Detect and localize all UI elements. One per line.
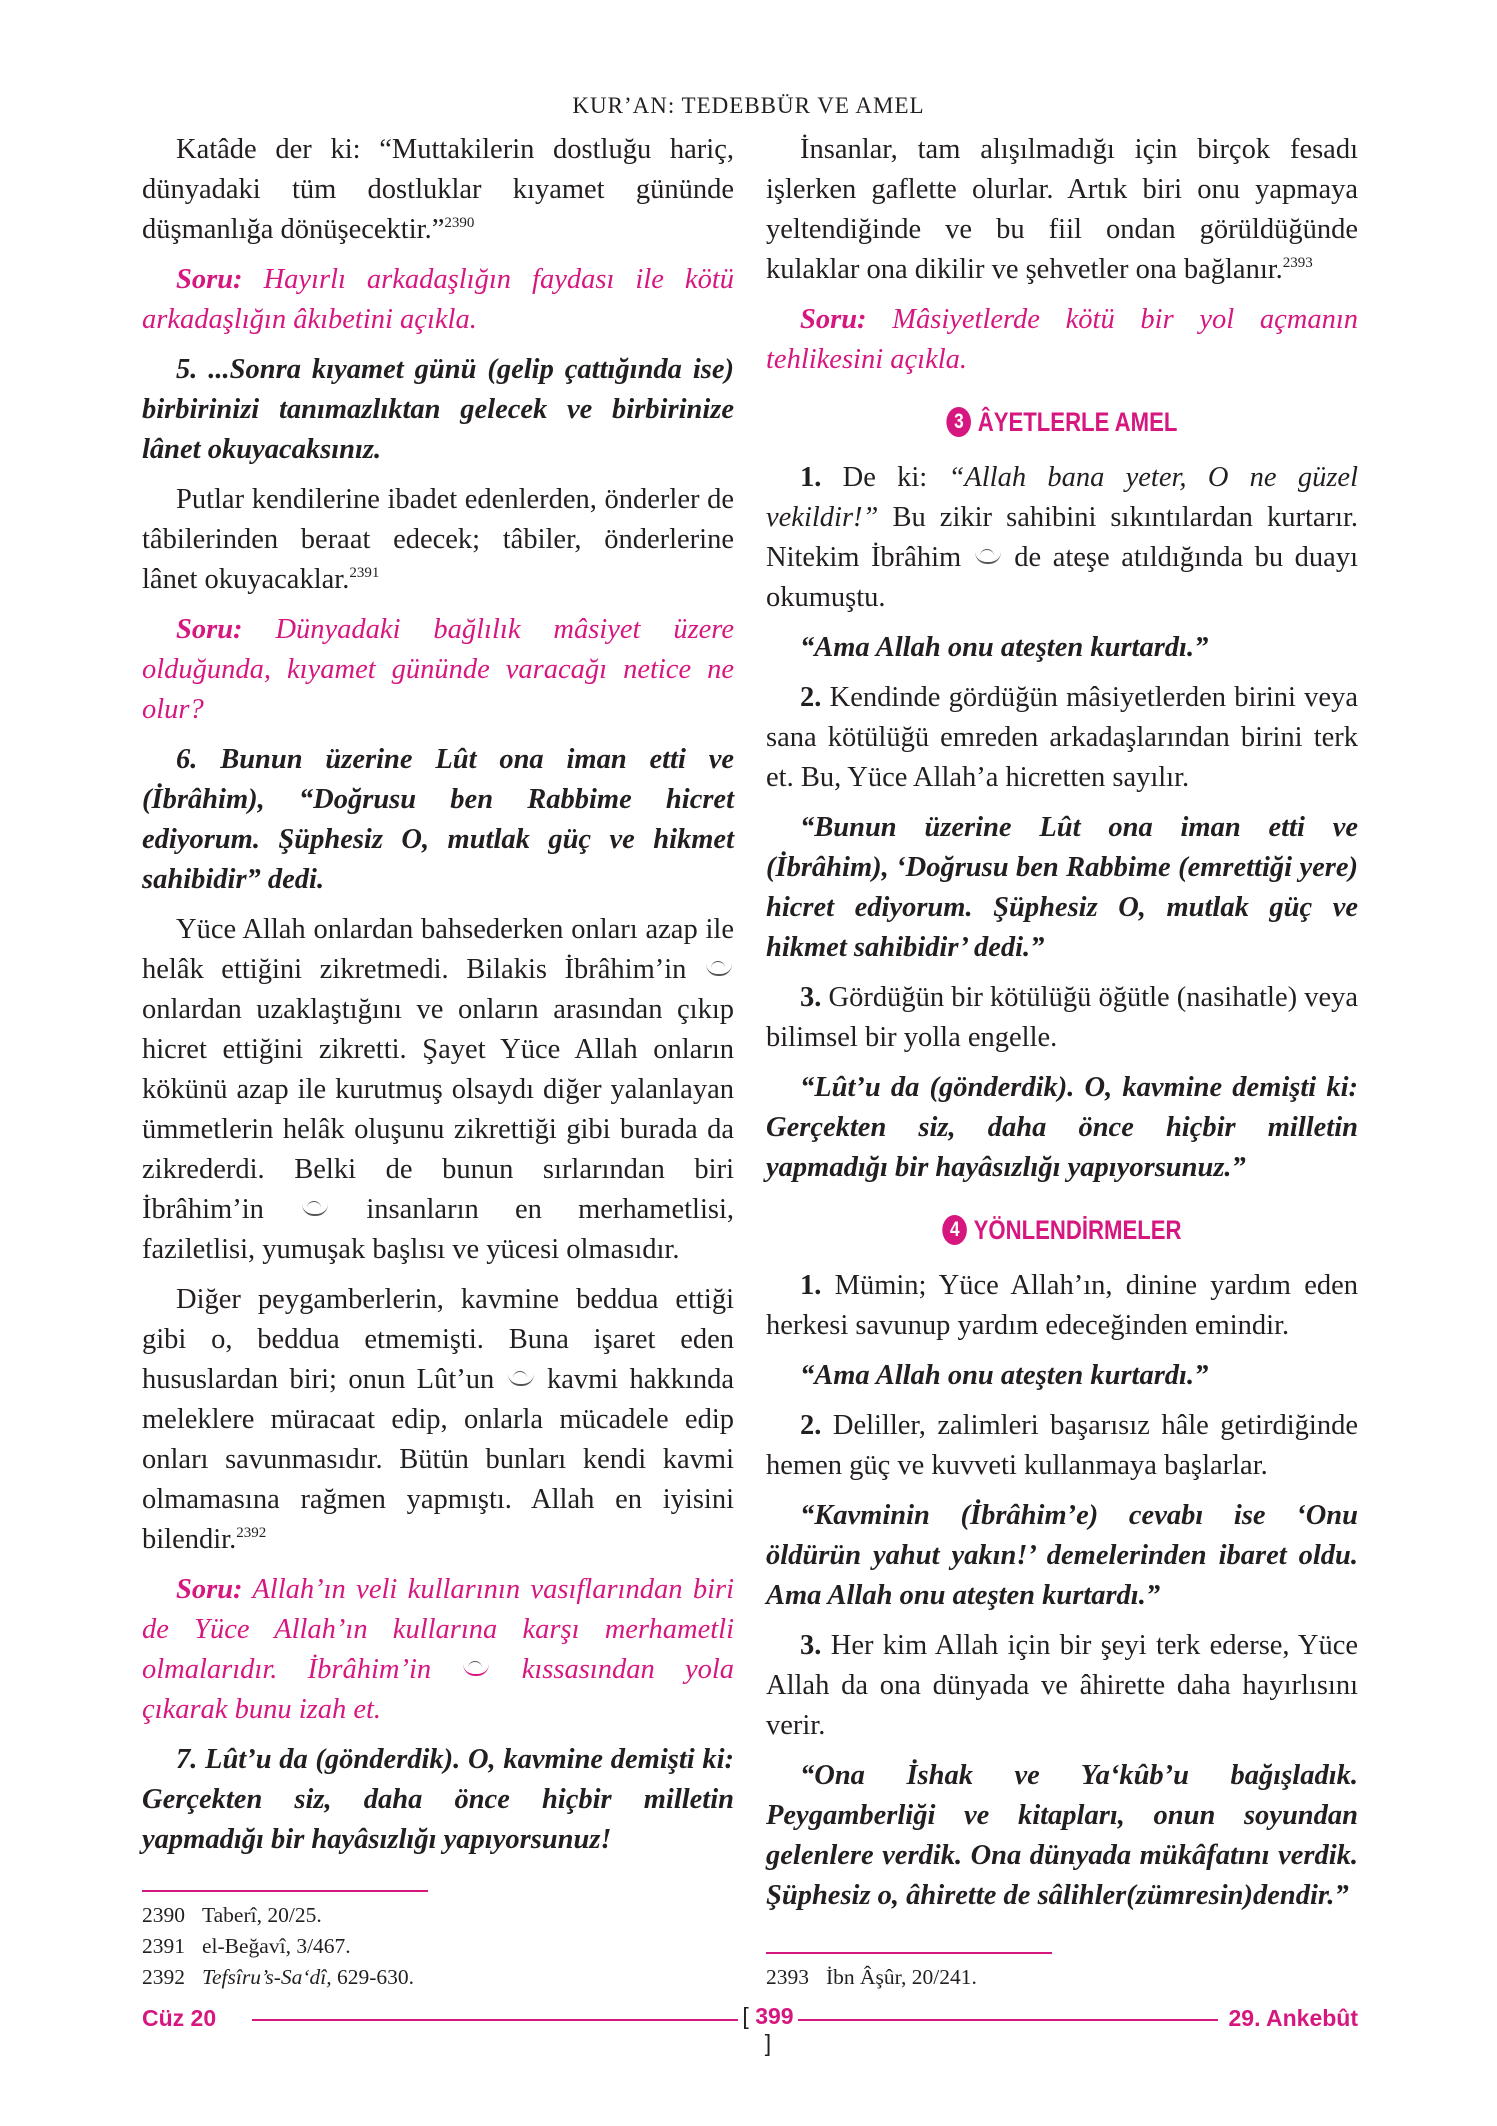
ayah-verse: “Ama Allah onu ateşten kurtardı.” xyxy=(800,1360,1209,1391)
page-number: [ 399 ] xyxy=(742,2003,794,2056)
footnote: 2393 İbn Âşûr, 20/241. xyxy=(766,1965,977,1989)
ayah-verse: “Kavminin (İbrâhim’e) cevabı ise ‘Onu öldürün yahut yakın!’ demelerinden ibaret oldu. Ama Allah onu ateşten kurtardı.” xyxy=(766,1500,1358,1611)
footnote-ref[interactable]: 2391 xyxy=(349,565,380,581)
section-number-badge: 4 xyxy=(942,1215,967,1245)
honorific-glyph-icon xyxy=(302,1198,328,1216)
footer-rule xyxy=(252,2019,738,2021)
section-number-badge: 3 xyxy=(947,407,972,437)
juz-label: Cüz 20 xyxy=(142,2005,217,2031)
ayah-verse: “Ama Allah onu ateşten kurtardı.” xyxy=(800,632,1209,663)
paragraph: 3. Gördüğün bir kötülüğü öğütle (nasihatle) veya bilimsel bir yolla engelle. xyxy=(766,982,1359,1053)
footnote: 2392 Tefsîru’s-Sa‘dî, 629-630. xyxy=(142,1965,415,1989)
honorific-glyph-icon xyxy=(975,546,1001,564)
paragraph: 1. De ki: “Allah bana yeter, O ne güzel vekildir!” Bu zikir sahibini sıkıntılardan kurtarır. Nitekim İbrâhim de ateşe atıldığında bu duayı okumuştu. xyxy=(766,462,1359,613)
footnote: 2391 el-Beğavî, 3/467. xyxy=(142,1934,351,1958)
question: Soru: Allah’ın veli kullarının vasıflarından biri de Yüce Allah’ın kullarına karşı merhametli olmalarıdır. İbrâhim’in kıssasından yola çıkarak bunu izah et. xyxy=(142,1574,735,1725)
running-head: KUR’AN: TEDEBBÜR VE AMEL xyxy=(572,93,925,118)
paragraph: 2. Kendinde gördüğün mâsiyetlerden birini veya sana kötülüğü emreden arkadaşlarından birini terk et. Bu, Yüce Allah’a hicretten sayılır. xyxy=(766,682,1358,793)
question: Soru: Mâsiyetlerde kötü bir yol açmanın tehlikesini açıkla. xyxy=(766,304,1358,375)
paragraph: Yüce Allah onlardan bahsederken onları azap ile helâk ettiğini zikretmedi. Bilakis İbrâhim’in onlardan uzaklaştığını ve onların arasından çıkıp hicret ettiğini zikretti. Şayet Yüce Allah onların kökünü azap ile kurutmuş olsaydı diğer yalanlayan ümmetlerin helâk oluşunu zikrettiği gibi burada da zikrederdi. Belki de bunun sırlarından biri İbrâhim’in insanların en merhametlisi, faziletlisi, yumuşak başlısı ve yücesi olmasıdır. xyxy=(142,914,735,1265)
right-column xyxy=(766,130,1358,1926)
paragraph: Katâde der ki: “Muttakilerin dostluğu hariç, dünyadaki tüm dostluklar kıyamet gününde düşmanlığa dönüşecektir.”$^{2390}$ xyxy=(142,134,734,245)
paragraph: İnsanlar, tam alışılmadığı için birçok fesadı işlerken gaflette olurlar. Artık biri onu yapmaya yeltendiğinde ve bu fiil ondan görüldüğünde kulaklar ona dikilir ve şehvetler ona bağlanır.$^{2393}$ xyxy=(766,134,1358,285)
page-footer xyxy=(142,2003,1358,2056)
footnote: 2390 Taberî, 20/25. xyxy=(142,1903,322,1927)
question: Soru: Hayırlı arkadaşlığın faydası ile kötü arkadaşlığın âkıbetini açıkla. xyxy=(142,264,734,335)
question: Soru: Dünyadaki bağlılık mâsiyet üzere olduğunda, kıyamet gününde varacağı netice ne olur? xyxy=(142,614,734,725)
paragraph: Diğer peygamberlerin, kavmine beddua ettiği gibi o, beddua etmemişti. Buna işaret eden hususlardan biri; onun Lût’un kavmi hakkında meleklere müracaat edip, onlarla mücadele edip onları savunmasıdır. Bütün bunları kendi kavmi olmamasına rağmen yapmıştı. Allah en iyisini bilendir.$^{2392}$ xyxy=(142,1284,734,1555)
ayah-verse: 7. Lût’u da (gönderdik). O, kavmine demişti ki: Gerçekten siz, daha önce hiçbir milletin yapmadığı bir hayâsızlığı yapıyorsunuz! xyxy=(142,1744,734,1855)
footnotes-right xyxy=(766,1962,1358,1993)
surah-label: 29. Ankebût xyxy=(1228,2005,1358,2031)
paragraph: 1. Mümin; Yüce Allah’ın, dinine yardım eden herkesi savunup yardım edeceğinden emindir. xyxy=(766,1270,1358,1341)
footnote-ref[interactable]: 2390 xyxy=(444,215,475,231)
footer-rule xyxy=(798,2019,1218,2021)
footnote-divider xyxy=(142,1890,428,1892)
footnotes-left xyxy=(142,1900,734,1993)
paragraph: 2. Deliller, zalimleri başarısız hâle getirdiğinde hemen güç ve kuvveti kullanmaya başlarlar. xyxy=(766,1410,1358,1481)
ayah-verse: “Lût’u da (gönderdik). O, kavmine demişti ki: Gerçekten siz, daha önce hiçbir milletin yapmadığı bir hayâsızlığı yapıyorsunuz.” xyxy=(766,1072,1358,1183)
footnote-ref[interactable]: 2393 xyxy=(1282,255,1313,271)
section-heading-ayetlerle-amel xyxy=(819,402,1304,442)
paragraph: Putlar kendilerine ibadet edenlerden, önderler de tâbilerinden beraat edecek; tâbiler, önderlerine lânet okuyacaklar.$^{2391}$ xyxy=(142,484,734,595)
footnote-ref[interactable]: 2392 xyxy=(236,1525,267,1541)
ayah-verse: 6. Bunun üzerine Lût ona iman etti ve (İbrâhim), “Doğrusu ben Rabbime hicret ediyorum. Şüphesiz O, mutlak güç ve hikmet sahibidir” dedi. xyxy=(142,744,734,895)
left-column xyxy=(142,130,734,1870)
section-heading-yonlendirmeler xyxy=(819,1210,1304,1250)
ayah-verse: 5. ...Sonra kıyamet günü (gelip çattığında ise) birbirinizi tanımazlıktan gelecek ve birbirinize lânet okuyacaksınız. xyxy=(142,354,734,465)
honorific-glyph-icon xyxy=(508,1368,534,1386)
footnote-divider xyxy=(766,1952,1052,1954)
honorific-glyph-icon xyxy=(463,1658,489,1676)
ayah-verse: “Bunun üzerine Lût ona iman etti ve (İbrâhim), ‘Doğrusu ben Rabbime (emrettiği yere) hicret ediyorum. Şüphesiz O, mutlak güç ve hikmet sahibidir’ dedi.” xyxy=(766,812,1358,963)
section-title: ÂYETLERLE AMEL xyxy=(977,407,1178,437)
paragraph: 3. Her kim Allah için bir şeyi terk ederse, Yüce Allah da ona dünyada ve âhirette daha hayırlısını verir. xyxy=(766,1630,1358,1741)
section-title: YÖNLENDİRMELER xyxy=(973,1215,1182,1245)
ayah-verse: “Ona İshak ve Ya‘kûb’u bağışladık. Peygamberliği ve kitapları, onun soyundan gelenlere verdik. Ona dünyada mükâfatını verdik. Şüphesiz o, âhirette de sâlihler(zümresin)dendir.” xyxy=(766,1760,1358,1911)
honorific-glyph-icon xyxy=(706,958,732,976)
